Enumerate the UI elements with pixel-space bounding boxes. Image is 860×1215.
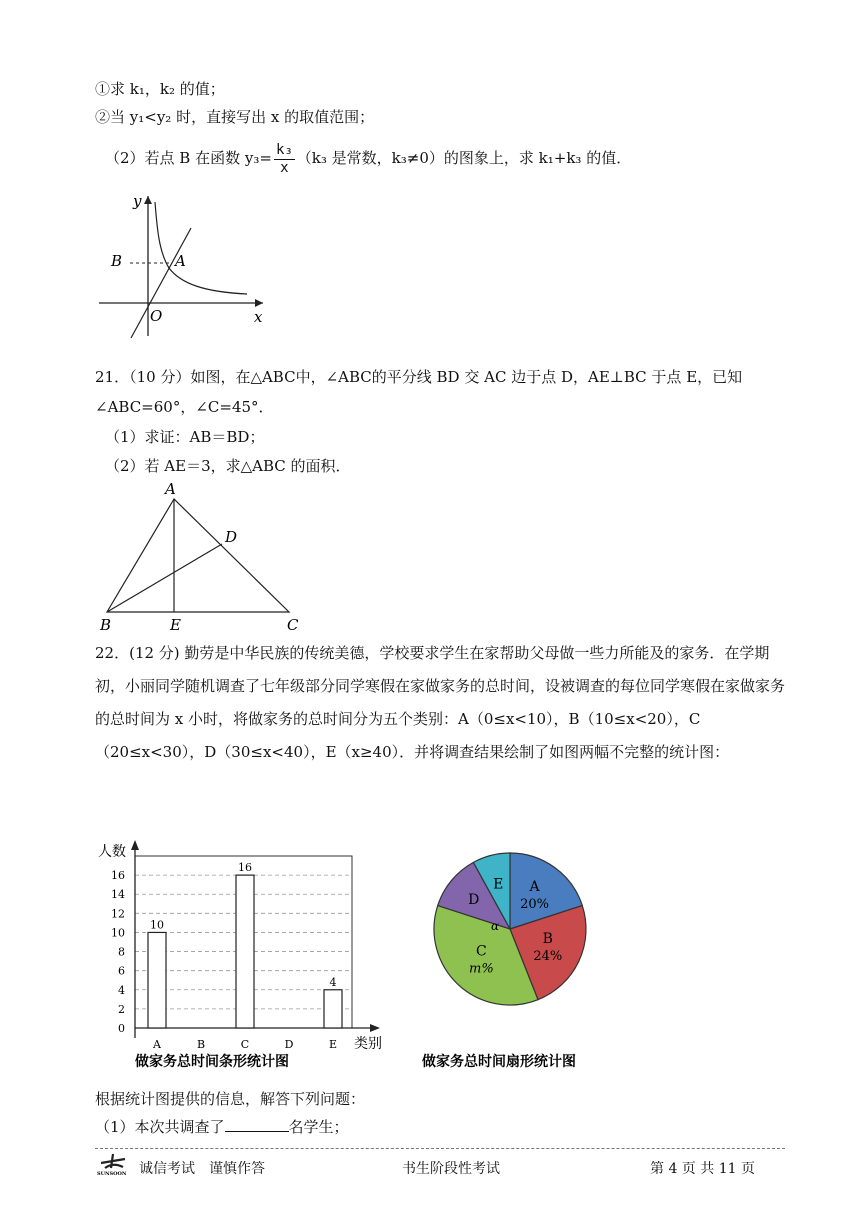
angle-alpha: α bbox=[491, 919, 500, 933]
q20-part2-suffix: （k₃ 是常数，k₃≠0）的图象上，求 k₁+k₃ 的值． bbox=[296, 149, 632, 167]
pie-value-C: m% bbox=[469, 961, 494, 977]
fraction-numerator: k₃ bbox=[275, 141, 293, 158]
q22-part1-prefix: （1）本次共调查了 bbox=[95, 1118, 225, 1136]
footer-page-number: 第 4 页 共 11 页 bbox=[650, 1161, 755, 1177]
q21-triangle-figure bbox=[95, 478, 315, 638]
footer-divider bbox=[95, 1148, 785, 1149]
point-D: D bbox=[225, 528, 238, 546]
pie-value-A: 20% bbox=[520, 897, 550, 913]
y-tick-label: 0 bbox=[118, 1022, 125, 1035]
y-tick-label: 16 bbox=[111, 869, 125, 883]
y-axis-arrow-icon bbox=[131, 840, 139, 850]
q22-stem-text: 22．(12 分) 勤劳是中华民族的传统美德，学校要求学生在家帮助父母做一些力所能及的家务．在学期初，小丽同学随机调查了七年级部分同学寒假在家做家务的总时间，设被调查的每位同学寒假在家做家务的总时间为 x 小时，将做家务的总时间分为五个类别：A（0≤x<10），B（10≤x<20），C（20≤x<30），D（30≤x<40），E（x≥40）．并将调查结果绘制了如图两幅不完整的统计图： bbox=[95, 644, 786, 761]
footer-left: 诚信考试 谨慎作答 bbox=[139, 1161, 265, 1177]
x-axis-arrow-icon bbox=[370, 1024, 380, 1032]
label-A: A bbox=[175, 252, 186, 270]
fraction-k3-over-x bbox=[274, 142, 295, 177]
triangle-abc bbox=[107, 499, 289, 612]
y-axis-arrow-icon bbox=[144, 196, 152, 204]
q20-part2 bbox=[105, 140, 631, 177]
q21-stem-line1: 21．（10 分）如图，在△ABC中，∠ABC的平分线 BD 交 AC 边于点 D，AE⊥BC 于点 E，已知 bbox=[95, 368, 743, 386]
sunsoon-logo bbox=[95, 1152, 131, 1178]
pie-label-A: A bbox=[529, 879, 540, 896]
y-tick-label: 4 bbox=[118, 983, 125, 997]
pie-label-C: C bbox=[476, 943, 487, 960]
label-O: O bbox=[150, 307, 163, 325]
y-axis-label: 人数 bbox=[98, 844, 126, 860]
bisector-bd bbox=[107, 544, 222, 612]
q22-prompt: 根据统计图提供的信息，解答下列问题： bbox=[95, 1090, 366, 1108]
q20-part2-prefix: （2）若点 B 在函数 y₃= bbox=[105, 149, 272, 167]
q20-function-graph bbox=[95, 188, 275, 348]
pie-label-D: D bbox=[468, 891, 480, 908]
logo-text: SUNSOON bbox=[97, 1171, 127, 1177]
x-tick-label: E bbox=[328, 1038, 338, 1051]
q21-stem-line2: ∠ABC=60°，∠C=45°． bbox=[95, 398, 274, 416]
y-tick-label: 12 bbox=[111, 907, 125, 921]
pie-chart-title: 做家务总时间扇形统计图 bbox=[422, 1054, 576, 1070]
x-tick-label: C bbox=[240, 1038, 250, 1051]
bar-E bbox=[324, 990, 342, 1028]
footer-center: 书生阶段性考试 bbox=[402, 1161, 500, 1177]
q20-part1-2: ②当 y₁<y₂ 时，直接写出 x 的取值范围； bbox=[95, 108, 375, 126]
q22-part1-suffix: 名学生； bbox=[288, 1118, 349, 1136]
y-tick-label: 10 bbox=[111, 926, 125, 940]
x-tick-label: D bbox=[284, 1038, 294, 1051]
bar-A bbox=[148, 932, 166, 1028]
vertex-A: A bbox=[165, 480, 176, 498]
q22-part1 bbox=[95, 1116, 349, 1138]
vertex-B: B bbox=[100, 616, 112, 634]
point-E: E bbox=[170, 616, 181, 634]
label-y: y bbox=[133, 192, 142, 210]
y-tick-label: 2 bbox=[118, 1002, 125, 1016]
bar-C bbox=[236, 875, 254, 1028]
answer-blank[interactable] bbox=[225, 1116, 289, 1132]
q21-part1: （1）求证：AB＝BD； bbox=[105, 428, 265, 446]
x-tick-label: A bbox=[153, 1038, 161, 1051]
fraction-denominator: x bbox=[280, 159, 289, 176]
bar-chart-title: 做家务总时间条形统计图 bbox=[135, 1054, 289, 1070]
bar-data-label: 16 bbox=[238, 861, 252, 875]
q22-stem bbox=[95, 637, 795, 769]
x-tick-label: B bbox=[196, 1038, 206, 1051]
pie-label-B: B bbox=[542, 930, 553, 947]
pie-chart bbox=[420, 848, 610, 1073]
x-axis-label: 类别 bbox=[354, 1036, 382, 1052]
pie-value-B: 24% bbox=[533, 948, 563, 964]
q21-part2: （2）若 AE＝3，求△ABC 的面积． bbox=[105, 457, 351, 475]
y-tick-label: 8 bbox=[118, 945, 125, 959]
y-tick-label: 14 bbox=[111, 888, 125, 902]
label-x: x bbox=[254, 308, 263, 326]
x-axis-arrow-icon bbox=[255, 299, 263, 307]
vertex-C: C bbox=[287, 616, 299, 634]
q20-part1-1: ①求 k₁，k₂ 的值； bbox=[95, 80, 225, 98]
pie-label-E: E bbox=[493, 876, 504, 893]
bar-chart bbox=[90, 838, 400, 1073]
hyperbola-y2 bbox=[155, 202, 247, 294]
y-tick-label: 6 bbox=[118, 964, 125, 978]
bar-data-label: 4 bbox=[329, 975, 337, 989]
bar-data-label: 10 bbox=[150, 918, 164, 932]
label-B: B bbox=[111, 252, 123, 270]
